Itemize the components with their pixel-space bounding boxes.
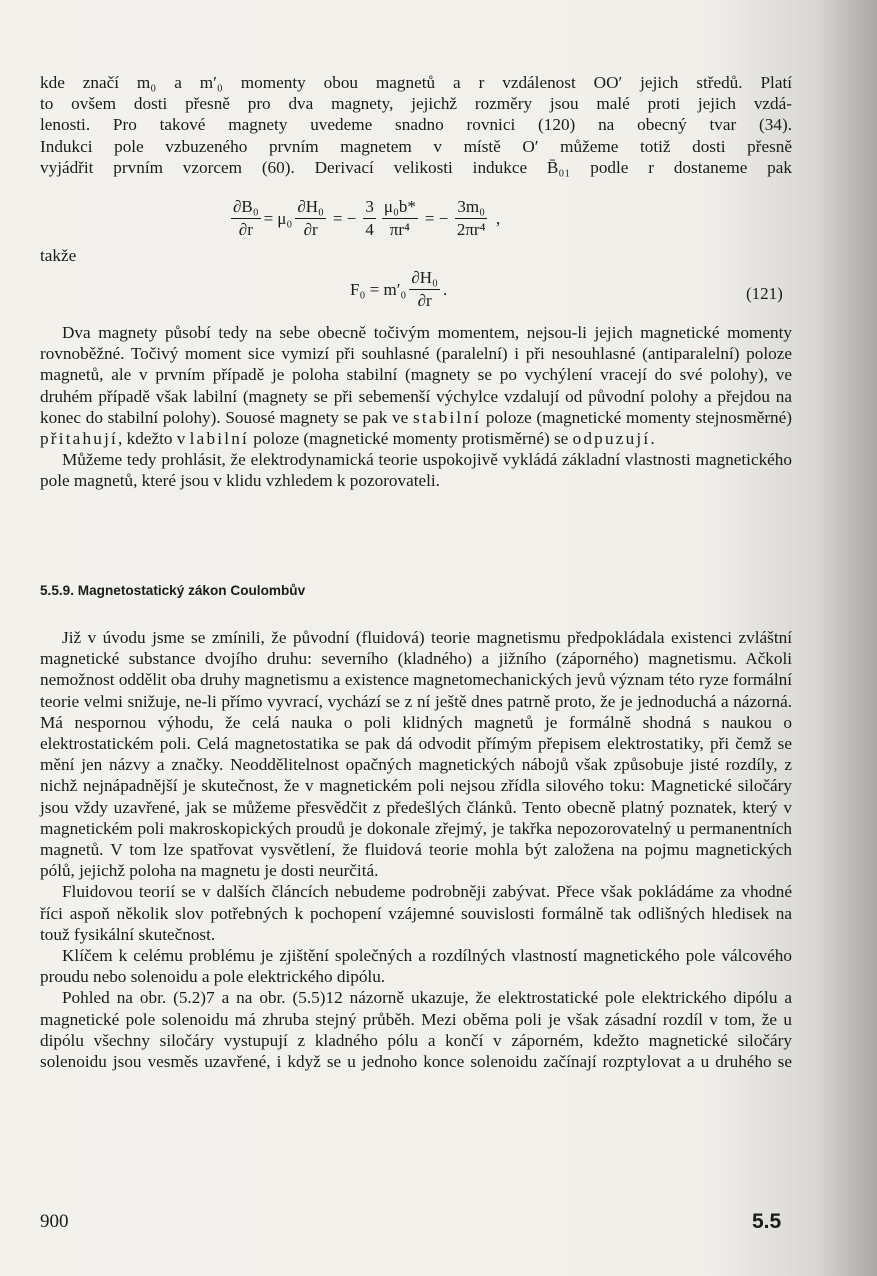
paragraph: Fluidovou teorií se v dalších článcích nebudeme podrobněji zabývat. Přece však pokládáme za vhodné říci aspoň několik slov potřebných k pochopení vzájemné souvislosti formálně tak odlišných hledisek na touž fysikální skutečnost. xyxy=(40,882,792,944)
takze-word: takže xyxy=(40,246,77,265)
paragraph: Pohled na obr. (5.2)7 a na obr. (5.5)12 názorně ukazuje, že elektrostatické pole elektrického dipólu a magnetické pole solenoidu má zhruba stejný průběh. Mezi oběma poli je však zásadní rozdíl v tom, že u dipólu všechny siločáry vystupují z kladného pólu a končí v záporném, kdežto magnetické siločáry solenoidu jsou vesměs uzavřené, i když se u jednoho konce solenoidu začínají rozptylovat a u druhého se xyxy=(40,988,792,1072)
equation-derivative xyxy=(228,197,500,240)
denominator: 2πr⁴ xyxy=(456,220,486,239)
equation-121 xyxy=(350,268,447,311)
equals-sign: = xyxy=(263,208,274,228)
emphasis-labilni: labilní xyxy=(189,429,249,449)
text-line: to ovšem dosti přesně pro dva magnety, jejichž rozměry jsou malé proti jejich vzdá- xyxy=(40,94,792,114)
text-span: poloze (magnetické momenty stejnosměrné) xyxy=(485,407,792,427)
paragraph: Klíčem k celému problému je zjištění společných a rozdílných vlastností magnetického pole válcového proudu nebo solenoidu a pole elektrického dipólu. xyxy=(40,946,792,987)
numerator: ∂B₀ xyxy=(231,197,261,219)
fraction xyxy=(231,197,261,240)
text-span: . xyxy=(650,429,655,449)
top-paragraph xyxy=(40,72,792,178)
fraction xyxy=(382,197,418,240)
fraction xyxy=(295,197,326,240)
denominator: 4 xyxy=(365,220,374,239)
emphasis-stabilni: stabilní xyxy=(412,407,482,427)
emphasis-pritahuji: přitahují xyxy=(40,429,119,449)
numerator: 3m₀ xyxy=(455,197,487,219)
paragraph: Již v úvodu jsme se zmínili, že původní (fluidová) teorie magnetismu předpokládala existenci zvláštní magnetické substance dvojího druhu: severního (kladného) a jižního (záporného) magnetismu. Ačkoli nemožnost oddělit oba druhy magnetismu a existence magnetomechanických jevů význam této ryze formální teorie velmi snižuje, ne-li přímo vyvrací, vychází se z ní ještě dnes patrně proto, že je jednoduchá a názorná. Má nespornou výhodu, že celá nauka o poli klidných magnetů je formálně shodná s naukou o elektrostatickém poli. Celá magnetostatika se pak dá odvodit přímým přepisem elektrostatiky, při čemž se mění jen názvy a značky. Neoddělitelnost opačných magnetických nábojů však způsobuje jisté rozdíly, z nichž nejnápadnější je skutečnost, že v magnetickém poli nejsou zřídla silového toku: Magnetické siločáry jsou vždy uzavřené, jak se můžeme přesvědčit z předešlých článků. Tento obecně platný poznatek, který v magnetickém poli makroskopických proudů je dokonale zřejmý, je takřka nepozorovatelný u permanentních magnetů. V tom lze spatřovat vysvětlení, že fluidová teorie mohla být založena na pojmu magnetických pólů, jejichž poloha na magnetu je dosti neurčitá. xyxy=(40,628,792,881)
text-span: Dva magnety působí tedy na sebe obecně točivým momentem, nejsou-li jejich magnetické momenty rovnoběžné. Točivý moment sice vymizí při souhlasné (paralelní) i při nesouhlasné (antiparalelní) poloze magnetů, ale v prvním případě je poloha stabilní (magnety se po vychýlení vracejí do své polohy), ve druhém případě však labilní (magnety se při sebemenší výchylce vzdalují od původní polohy a přejdou na konec do stabilní polohy). Souosé magnety se pak ve xyxy=(40,323,792,427)
fraction xyxy=(455,197,487,240)
period: . xyxy=(442,279,448,299)
text-line: lenosti. Pro takové magnety uvedeme snadno rovnici (120) na obecný tvar (34). xyxy=(40,115,792,135)
numerator: ∂H₀ xyxy=(295,197,326,219)
equation-number: (121) xyxy=(746,284,783,303)
equation-lhs: F₀ = m′₀ xyxy=(350,279,407,299)
numerator: ∂H₀ xyxy=(409,268,440,290)
text-span: poloze (magnetické momenty protisměrné) se xyxy=(253,429,569,449)
fraction xyxy=(409,268,440,311)
text-span: , kdežto v xyxy=(118,429,186,449)
section-body xyxy=(40,627,792,1072)
text-line: Indukci pole vzbuzeného prvním magnetem v místě O′ můžeme totiž dosti přesně xyxy=(40,136,792,156)
numerator: 3 xyxy=(363,197,376,219)
numerator: μ₀b* xyxy=(382,197,418,219)
emphasis-odpuzuji: odpuzují xyxy=(572,429,651,449)
comma: , xyxy=(496,208,501,228)
denominator: ∂r xyxy=(303,220,318,239)
equals-minus: = − xyxy=(424,208,449,228)
paragraph xyxy=(40,322,792,449)
text-line: kde značí m₀ a m′₀ momenty obou magnetů a r vzdálenost OO′ jejich středů. Platí xyxy=(40,73,792,92)
text-line: vyjádřit prvním vzorcem (60). Derivací velikosti indukce B̄₀₁ podle r dostaneme pak xyxy=(40,157,792,177)
denominator: πr⁴ xyxy=(389,220,410,239)
denominator: ∂r xyxy=(238,220,253,239)
equals-minus: = − xyxy=(332,208,357,228)
fraction xyxy=(363,197,376,240)
page-number: 900 xyxy=(40,1211,69,1232)
section-heading: 5.5.9. Magnetostatický zákon Coulombův xyxy=(40,583,306,598)
denominator: ∂r xyxy=(417,291,432,310)
paragraph-magnets-torque xyxy=(40,322,792,492)
paragraph: Můžeme tedy prohlásit, že elektrodynamická teorie uspokojivě vykládá základní vlastnosti magnetického pole magnetů, které jsou v klidu vzhledem k pozorovateli. xyxy=(40,450,792,491)
mu-symbol: μ₀ xyxy=(277,208,293,228)
chapter-number: 5.5 xyxy=(752,1210,782,1233)
